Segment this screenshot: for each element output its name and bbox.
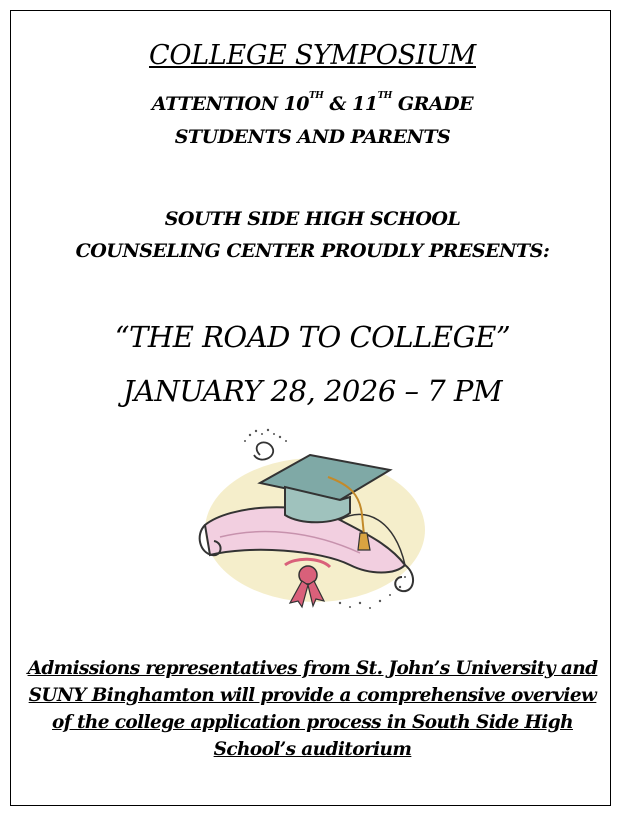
event-name: “THE ROAD TO COLLEGE” bbox=[114, 320, 511, 354]
attention-middle: & 11 bbox=[323, 93, 378, 115]
event-date-time: JANUARY 28, 2026 – 7 PM bbox=[122, 374, 503, 408]
presenter-line: COUNSELING CENTER PROUDLY PRESENTS: bbox=[75, 240, 550, 262]
flyer-title: COLLEGE SYMPOSIUM bbox=[149, 40, 476, 71]
event-description: Admissions representatives from St. John’s University and SUNY Binghamton will provide a comprehensive overview of the college application process in South Side High School’s auditorium bbox=[27, 658, 598, 760]
attention-sup-1: TH bbox=[309, 91, 324, 101]
audience-line: STUDENTS AND PARENTS bbox=[174, 126, 451, 148]
attention-sup-2: TH bbox=[377, 91, 392, 101]
attention-suffix: GRADE bbox=[391, 93, 474, 115]
attention-prefix: ATTENTION 10 bbox=[151, 93, 310, 115]
graduation-cap-diploma-icon bbox=[190, 425, 430, 620]
attention-line bbox=[0, 93, 625, 115]
school-line: SOUTH SIDE HIGH SCHOOL bbox=[164, 208, 461, 230]
